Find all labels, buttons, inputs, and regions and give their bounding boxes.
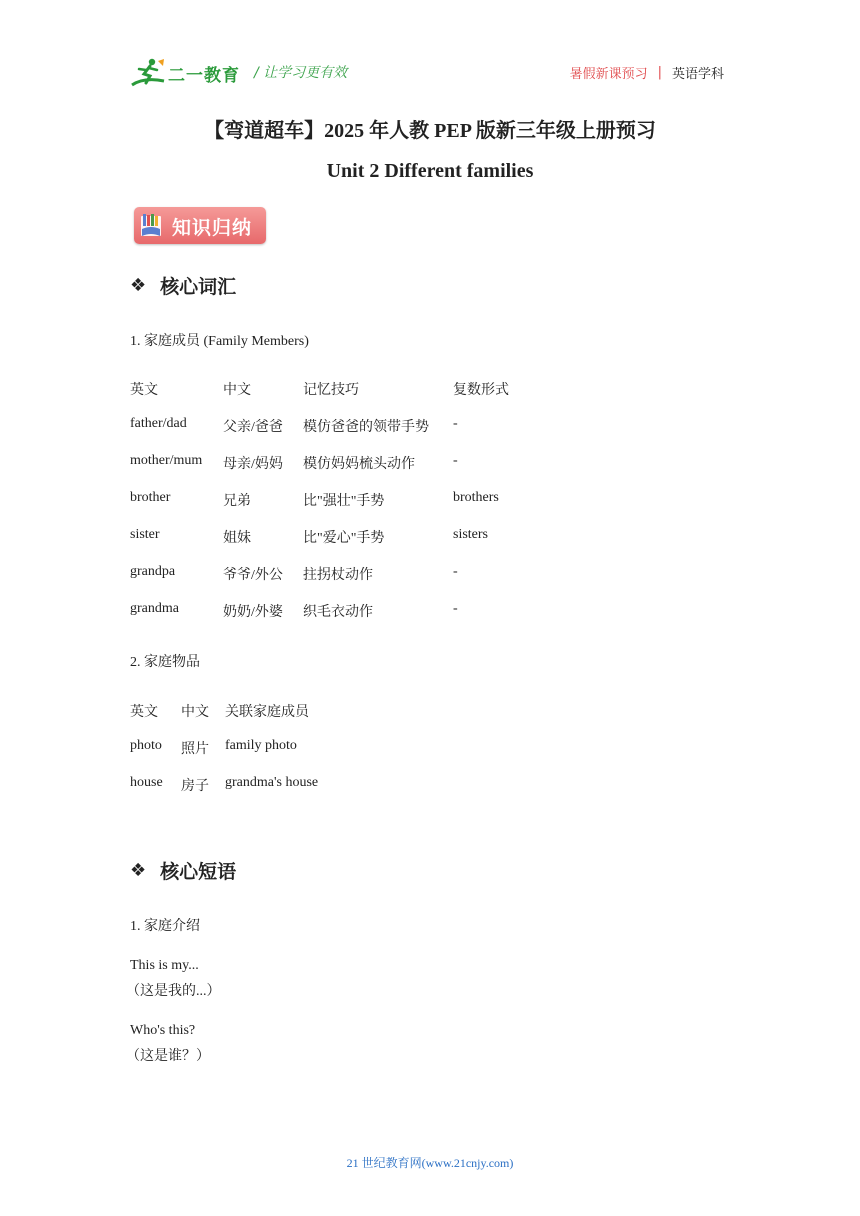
table-header-cell: 英文 bbox=[130, 705, 158, 720]
table-header-cell: 关联家庭成员 bbox=[225, 705, 309, 720]
table-cell: brothers bbox=[453, 490, 499, 505]
table-cell: brother bbox=[130, 490, 171, 505]
table-cell: 姐妹 bbox=[223, 531, 251, 546]
table-cell: - bbox=[453, 453, 458, 468]
table-cell: 比"强壮"手势 bbox=[303, 494, 385, 509]
badge-label: 知识归纳 bbox=[172, 217, 253, 239]
table-cell: house bbox=[130, 775, 163, 790]
phrase-zh: （这是我的...） bbox=[126, 984, 221, 999]
subsection-family-items: 2. 家庭物品 bbox=[130, 655, 200, 670]
table-cell: family photo bbox=[225, 738, 297, 753]
table-cell: 奶奶/外婆 bbox=[223, 605, 283, 620]
section-heading-vocab bbox=[130, 272, 236, 299]
table-header-cell: 中文 bbox=[223, 383, 251, 398]
table-header-cell: 中文 bbox=[181, 705, 209, 720]
table-cell: sister bbox=[130, 527, 160, 542]
header-right bbox=[570, 63, 724, 82]
subsection-family-members: 1. 家庭成员 (Family Members) bbox=[130, 334, 309, 349]
diamond-bullet-icon: ❖ bbox=[130, 275, 147, 296]
phrase-en: This is my... bbox=[130, 958, 199, 973]
table-header-cell: 英文 bbox=[130, 383, 158, 398]
table-cell: 母亲/妈妈 bbox=[223, 457, 283, 472]
table-cell: 爷爷/外公 bbox=[223, 568, 283, 583]
table-cell: 织毛衣动作 bbox=[303, 605, 373, 620]
table-cell: 照片 bbox=[181, 742, 209, 757]
section-heading-phrases bbox=[130, 857, 236, 884]
book-icon bbox=[140, 213, 162, 238]
table-cell: - bbox=[453, 601, 458, 616]
phrase-zh: （这是谁？） bbox=[126, 1049, 210, 1064]
subsection-family-intro: 1. 家庭介绍 bbox=[130, 919, 200, 934]
table-cell: mother/mum bbox=[130, 453, 203, 468]
logo bbox=[130, 56, 240, 90]
table-header-cell: 记忆技巧 bbox=[303, 383, 359, 398]
page-footer: 21 世纪教育网(www.21cnjy.com) bbox=[346, 1156, 514, 1170]
phrase-en: Who's this? bbox=[130, 1023, 196, 1038]
table-cell: 父亲/爸爸 bbox=[223, 420, 283, 435]
header-subject: 英语学科 bbox=[671, 67, 724, 82]
table-cell: grandpa bbox=[130, 564, 176, 579]
section-title: 核心词汇 bbox=[160, 276, 237, 298]
page-title: 【弯道超车】2025 年人教 PEP 版新三年级上册预习 bbox=[204, 120, 656, 142]
table-cell: 比"爱心"手势 bbox=[303, 531, 385, 546]
diamond-bullet-icon: ❖ bbox=[130, 860, 147, 881]
runner-logo-icon bbox=[130, 57, 166, 89]
slogan: / 让学习更有效 bbox=[254, 65, 348, 81]
table-cell: - bbox=[453, 564, 458, 579]
table-cell: father/dad bbox=[130, 416, 187, 431]
table-cell: grandma bbox=[130, 601, 179, 616]
table-cell: grandma's house bbox=[225, 775, 319, 790]
table-cell: 模仿爸爸的领带手势 bbox=[303, 420, 429, 435]
table-cell: sisters bbox=[453, 527, 488, 542]
table-cell: photo bbox=[130, 738, 162, 753]
section-title: 核心短语 bbox=[160, 861, 237, 883]
table-cell: 兄弟 bbox=[223, 494, 251, 509]
page-header bbox=[130, 56, 724, 90]
page-subtitle: Unit 2 Different families bbox=[326, 160, 534, 182]
table-cell: 房子 bbox=[181, 779, 209, 794]
table-cell: 拄拐杖动作 bbox=[303, 568, 373, 583]
header-separator: | bbox=[657, 65, 662, 80]
header-course-label: 暑假新课预习 bbox=[569, 67, 648, 82]
logo-text: 二一教育 bbox=[168, 65, 240, 86]
section-badge bbox=[134, 207, 266, 244]
table-cell: 模仿妈妈梳头动作 bbox=[303, 457, 415, 472]
table-cell: - bbox=[453, 416, 458, 431]
table-header-cell: 复数形式 bbox=[453, 383, 509, 398]
